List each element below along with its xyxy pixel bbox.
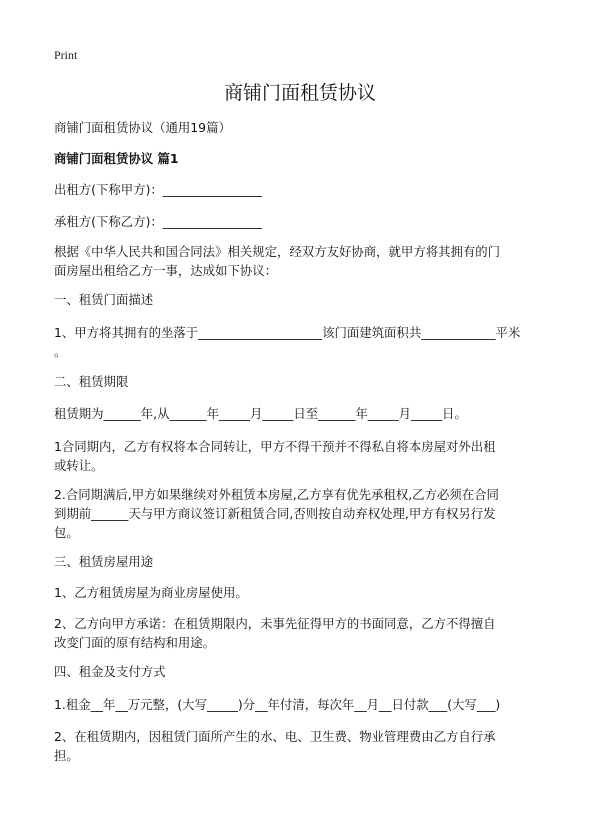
- s2-term: 租赁期为______年,从______年_____月_____日至______年_____月_____日。: [54, 406, 467, 421]
- intro-line-2: 面房屋出租给乙方一事，达成如下协议：: [54, 263, 278, 278]
- s4-heading: 四、租金及支付方式: [54, 664, 166, 679]
- s1-heading: 一、租赁门面描述: [54, 292, 154, 307]
- s2-heading: 二、租赁期限: [54, 374, 129, 389]
- s2-p2-line-2: 到期前______天与甲方商议签订新租赁合同,否则按自动弃权处理,甲方有权另行发: [54, 506, 496, 521]
- s2-p1-line-1: 1合同期内，乙方有权将本合同转让，甲方不得干预并不得私自将本房屋对外出租: [54, 439, 496, 454]
- s3-p2-line-1: 2、乙方向甲方承诺：在租赁期限内，未事先征得甲方的书面同意，乙方不得擅自: [54, 616, 496, 631]
- lessor-field: 出租方(下称甲方)：________________: [54, 182, 262, 197]
- s1-p1-line-1: 1、甲方将其拥有的坐落于____________________该门面建筑面积共____________平米: [54, 325, 521, 340]
- s2-p2-line-1: 2.合同期满后,甲方如果继续对外租赁本房屋,乙方享有优先承租权,乙方必须在合同: [54, 487, 499, 502]
- s2-p1-line-2: 或转让。: [54, 458, 104, 473]
- s3-heading: 三、租赁房屋用途: [54, 554, 154, 569]
- section-heading: 商铺门面租赁协议 篇1: [54, 151, 179, 166]
- intro-line-1: 根据《中华人民共和国合同法》相关规定，经双方友好协商，就甲方将其拥有的门: [54, 244, 501, 259]
- s4-p2-line-1: 2、在租赁期内，因租赁门面所产生的水、电、卫生费、物业管理费由乙方自行承: [54, 729, 496, 744]
- s2-p2-line-3: 包。: [54, 525, 79, 540]
- s4-p2-line-2: 担。: [54, 748, 79, 763]
- lessee-field: 承租方(下称乙方)：________________: [54, 214, 262, 229]
- subtitle: 商铺门面租赁协议（通用19篇）: [54, 120, 231, 135]
- print-link[interactable]: Print: [54, 48, 78, 62]
- document-title: 商铺门面租赁协议: [223, 82, 376, 104]
- s3-p1: 1、乙方租赁房屋为商业房屋使用。: [54, 585, 248, 600]
- s4-p1: 1.租金__年__万元整，(大写_____)分__年付清，每次年__月__日付款___(大写___): [54, 697, 501, 712]
- s3-p2-line-2: 改变门面的原有结构和用途。: [54, 635, 216, 650]
- s1-p1-line-2: 。: [54, 344, 67, 359]
